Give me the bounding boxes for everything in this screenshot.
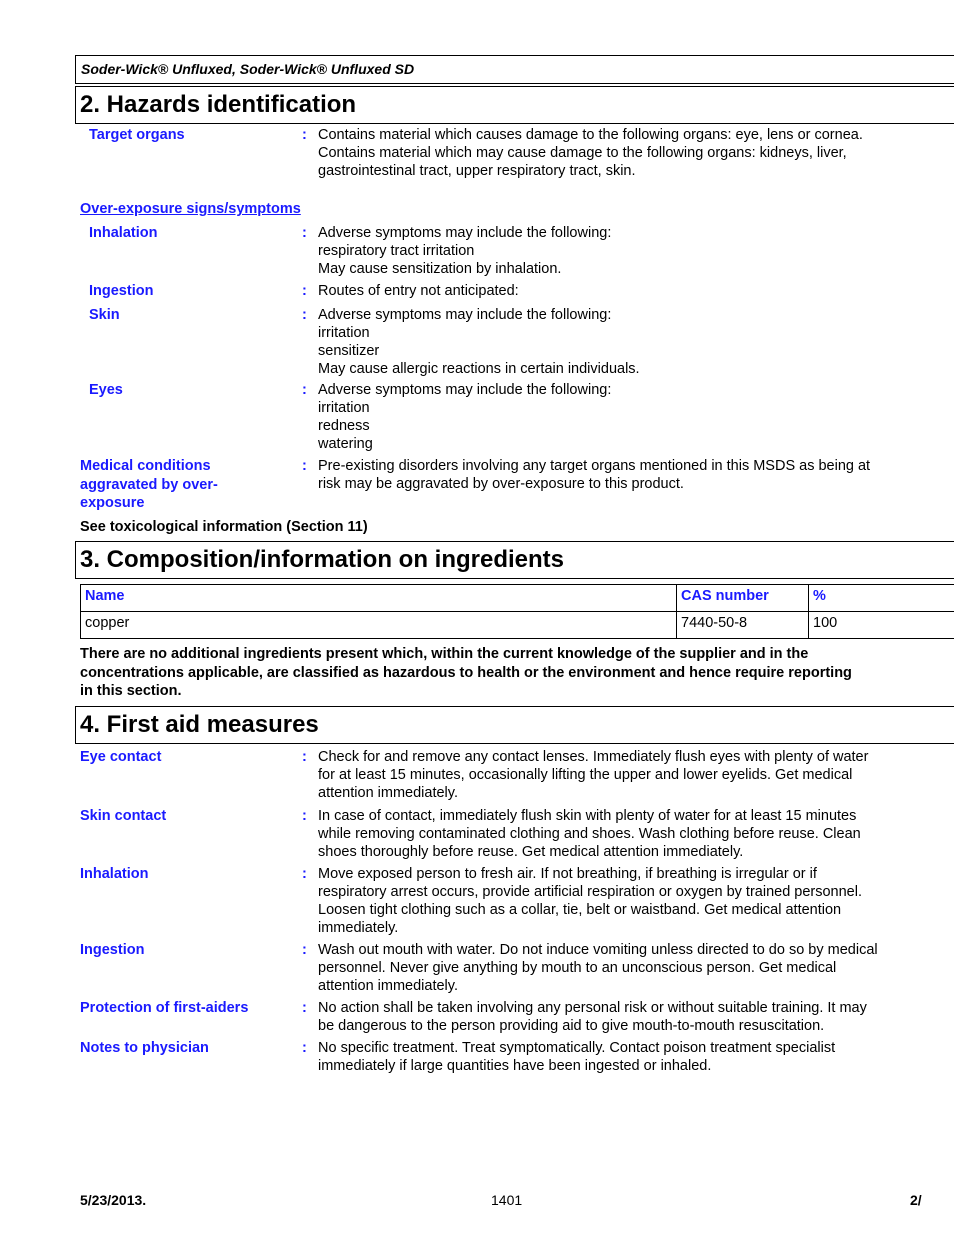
separator: : (302, 307, 307, 323)
separator: : (302, 808, 307, 824)
see-tox-note: See toxicological information (Section 11) (80, 519, 368, 535)
first-aid-ingestion-value: Wash out mouth with water. Do not induce vomiting unless directed to do so by medical personnel. Never give anything by mouth to an unconscious person. Get medical attention immediately. (318, 942, 878, 994)
ingredients-table (80, 584, 954, 639)
medical-conditions-label: Medical conditions aggravated by over- exposure (80, 458, 218, 511)
table-header-row (81, 585, 954, 612)
target-organs-label: Target organs (89, 127, 185, 143)
cell-name: copper (81, 612, 677, 639)
protection-label: Protection of first-aiders (80, 1000, 249, 1016)
separator: : (302, 942, 307, 958)
column-header-percent: % (809, 585, 954, 612)
separator: : (302, 749, 307, 765)
eyes-label: Eyes (89, 382, 123, 398)
cell-cas: 7440-50-8 (677, 612, 809, 639)
section-2-header (75, 86, 954, 124)
ingredients-note: There are no additional ingredients present which, within the current knowledge of the supplier and in the concentrations applicable, are classified as hazardous to health or the environment and hence require reporting in this section. (80, 646, 852, 699)
eye-contact-label: Eye contact (80, 749, 162, 765)
separator: : (302, 458, 307, 474)
separator: : (302, 283, 307, 299)
overexposure-link[interactable]: Over-exposure signs/symptoms (80, 201, 301, 217)
ingestion-value: Routes of entry not anticipated: (318, 283, 519, 299)
section-2-title: 2. Hazards identification (80, 91, 357, 118)
skin-contact-value: In case of contact, immediately flush skin with plenty of water for at least 15 minutes while removing contaminated clothing and shoes. Wash clothing before reuse. Clean shoes thoroughly before reuse. Get medical attention immediately. (318, 808, 861, 860)
first-aid-ingestion-label: Ingestion (80, 942, 145, 958)
separator: : (302, 382, 307, 398)
ingestion-label: Ingestion (89, 283, 154, 299)
column-header-name: Name (81, 585, 677, 612)
column-header-cas: CAS number (677, 585, 809, 612)
first-aid-inhalation-value: Move exposed person to fresh air. If not breathing, if breathing is irregular or if respiratory arrest occurs, provide artificial respiration or oxygen by trained personnel. Loosen tight clothing such as a collar, tie, belt or waistband. Get medical attention immediately. (318, 866, 862, 936)
separator: : (302, 1040, 307, 1056)
eyes-value: Adverse symptoms may include the following: irritation redness watering (318, 382, 612, 452)
protection-value: No action shall be taken involving any personal risk or without suitable training. It may be dangerous to the person providing aid to give mouth-to-mouth resuscitation. (318, 1000, 867, 1034)
footer-code: 1401 (491, 1192, 523, 1208)
separator: : (302, 1000, 307, 1016)
skin-contact-label: Skin contact (80, 808, 167, 824)
table-row (81, 612, 954, 639)
product-name-bar (75, 55, 954, 84)
section-4-title: 4. First aid measures (80, 711, 319, 738)
target-organs-value: Contains material which causes damage to the following organs: eye, lens or cornea. Contains material which may cause damage to the following organs: kidneys, liver, gastrointestinal tract, upper respiratory tract, skin. (318, 127, 863, 179)
notes-physician-value: No specific treatment. Treat symptomatically. Contact poison treatment specialist immediately if large quantities have been ingested or inhaled. (318, 1040, 836, 1074)
section-4-header (75, 706, 954, 744)
medical-conditions-value: Pre-existing disorders involving any target organs mentioned in this MSDS as being at risk may be aggravated by over-exposure to this product. (318, 458, 871, 492)
skin-label: Skin (89, 307, 120, 323)
separator: : (302, 866, 307, 882)
inhalation-label: Inhalation (89, 225, 158, 241)
notes-physician-label: Notes to physician (80, 1040, 209, 1056)
separator: : (302, 127, 307, 143)
product-name: Soder-Wick® Unfluxed, Soder-Wick® Unfluxed SD (81, 61, 415, 77)
separator: : (302, 225, 307, 241)
section-3-header (75, 541, 954, 579)
section-3-title: 3. Composition/information on ingredients (80, 546, 564, 573)
first-aid-inhalation-label: Inhalation (80, 866, 149, 882)
inhalation-value: Adverse symptoms may include the following: respiratory tract irritation May cause sensitization by inhalation. (318, 225, 612, 277)
footer-page-number: 2/ (910, 1192, 922, 1208)
skin-value: Adverse symptoms may include the following: irritation sensitizer May cause allergic reactions in certain individuals. (318, 307, 640, 377)
eye-contact-value: Check for and remove any contact lenses. Immediately flush eyes with plenty of water for at least 15 minutes, occasionally lifting the upper and lower eyelids. Get medical attention immediately. (318, 749, 869, 801)
cell-percent: 100 (809, 612, 954, 639)
footer-date: 5/23/2013. (80, 1192, 147, 1208)
